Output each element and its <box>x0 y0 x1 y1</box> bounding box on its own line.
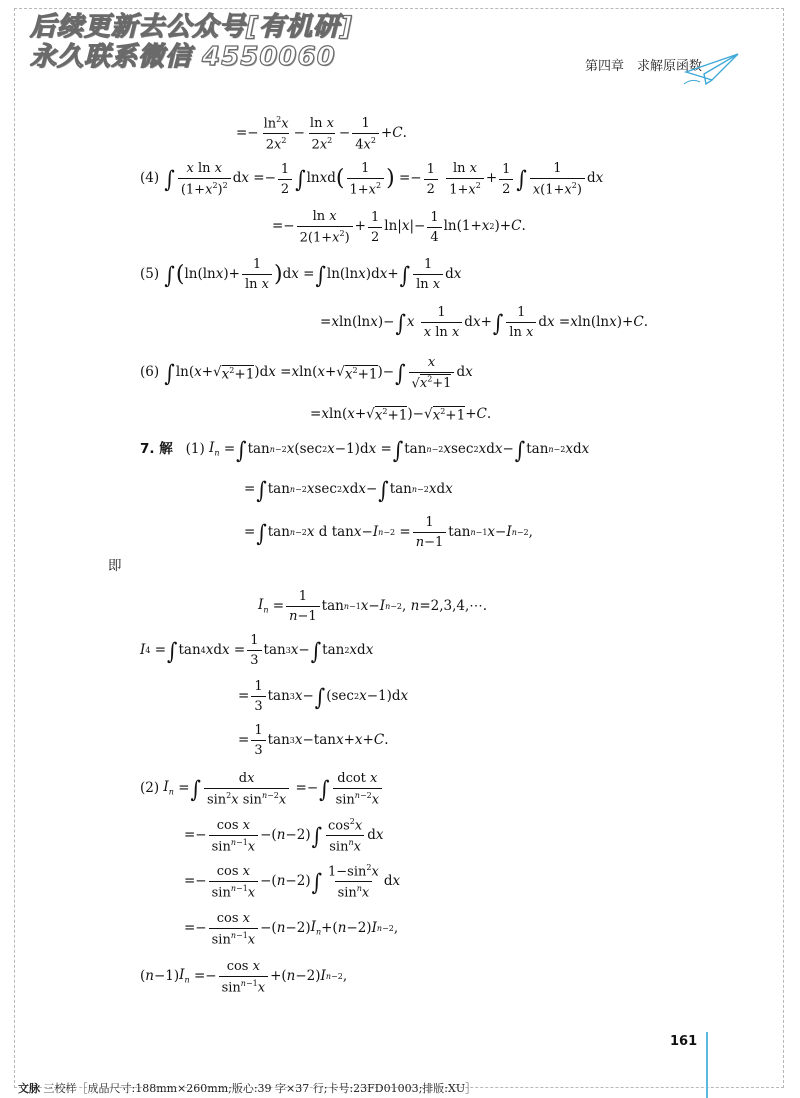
paper-plane-icon <box>682 50 742 88</box>
equation-line: (5) ∫ ( ln(ln x )+ $\frac{1}{\text{ln x}}$ ) d x = ∫ ln(ln x )d x + ∫ $\frac{1}{\text{ln x}}$ d x <box>140 257 462 292</box>
equation-line: (4) ∫ $\frac{\text{x ln x}}{(1+x^2)^2}$ d x =− $\frac{1}{2}$ ∫ ln x d ( $\frac{1}{1+x^2}$ ) =− $\frac{1}{2}$ $\frac{\text{ln x}}{1+x^2}$ + $\frac{1}{2}$ ∫ $\frac{1}{x(1+x^2)}$ d x <box>140 161 604 198</box>
equation-line: = x ln(ln x )− ∫ x $\frac{1}{\text{x ln x}}$ d x + ∫ $\frac{1}{\text{ln x}}$ d x = x ln(ln x )+ C . <box>320 305 648 340</box>
equation-line: =− $\frac{\text{cos x}}{\sin^{n-1}x}$ −( n −2) ∫ $\frac{1-\sin^2x}{\sin^nx}$ d x <box>184 863 401 901</box>
equation-line: =− $\frac{\text{cos x}}{\sin^{n-1}x}$ −( n −2) $I_n$ +( n −2) I n−2 , <box>184 911 399 948</box>
equation-line: (6) ∫ ln( x +√ $x^2+1$ )d x = x ln( x +√ $x^2+1$ )− ∫ $\frac{x}{√x^2+1}$ d x <box>140 355 473 392</box>
equation-line: (2) $I_n$ = ∫ $\frac{dx}{\sin^2x \sin^{n-2}x}$ =− ∫ $\frac{\text{dcot x}}{\sin^{n-2}x}$ <box>140 772 384 806</box>
equation-line: I 4 = ∫ tan 4 x d x = $\frac{1}{3}$ tan 3 x − ∫ tan 2 x d x <box>140 633 374 668</box>
equation-line: = x ln( x +√ $x^2+1$ )−√ $x^2+1$ + C . <box>310 405 492 424</box>
equation-line: = $\frac{1}{3}$ tan 3 x − ∫ (sec 2 x −1)d x <box>238 679 409 714</box>
connector-word: 即 <box>108 558 122 574</box>
page-number: 161 <box>670 1034 698 1049</box>
watermark-line-1: 后续更新去公众号[有机研] <box>30 12 353 42</box>
equation-line: = $\frac{1}{3}$ tan 3 x −tan x + x + C . <box>238 723 389 758</box>
equation-line: 7. 解 (1) $I_n$ = ∫ tan n−2 x (sec 2 x −1)d x = ∫ tan n−2 x sec 2 x d x − ∫ tan n−2 x d x <box>140 436 590 464</box>
watermark-line-2: 永久联系微信 4550060 <box>30 42 336 72</box>
equation-line: =− $\frac{\text{ln x}}{2(1+x^2)}$ + $\frac{1}{2}$ ln| x |− $\frac{1}{4}$ ln(1+ x 2 )+ C . <box>272 209 526 246</box>
equation-line: =− $\frac{\text{cos x}}{\sin^{n-1}x}$ −( n −2) ∫ $\frac{\cos^2x}{\sin^nx}$ d x <box>184 817 384 855</box>
equation-line: ( n −1) $I_n$ =− $\frac{\text{cos x}}{\sin^{n-1}x}$ +( n −2) I n−2 , <box>140 959 348 996</box>
equation-line: = ∫ tan n−2 x sec 2 x d x − ∫ tan n−2 x d x <box>244 476 453 504</box>
footer <box>18 1080 476 1096</box>
equation-line: =− $\frac{\ln^2x}{2x^2}$ − $\frac{\text{ln x}}{2x^2}$ − $\frac{1}{4x^2}$ + C . <box>236 115 407 153</box>
problem-7-label: 7. 解 <box>140 441 173 458</box>
page-rule <box>706 1032 708 1098</box>
equation-line: = ∫ tan n−2 x d tan x − I n−2 = $\frac{1}{n-1}$ tan n−1 x − I n−2 , <box>244 515 533 550</box>
footer-brand: 文脉 <box>18 1082 40 1095</box>
chapter-title: 第四章 求解原函数 <box>585 59 703 74</box>
equation-line: $I_n$ = $\frac{1}{n-1}$ tan n−1 x − I n−2 , n =2,3,4,⋯. <box>258 589 488 624</box>
footer-info: 三校样［成品尺寸:188mm×260mm;版心:39 字×37 行;卡号:23FD01003;排版:XU］ <box>43 1082 477 1095</box>
